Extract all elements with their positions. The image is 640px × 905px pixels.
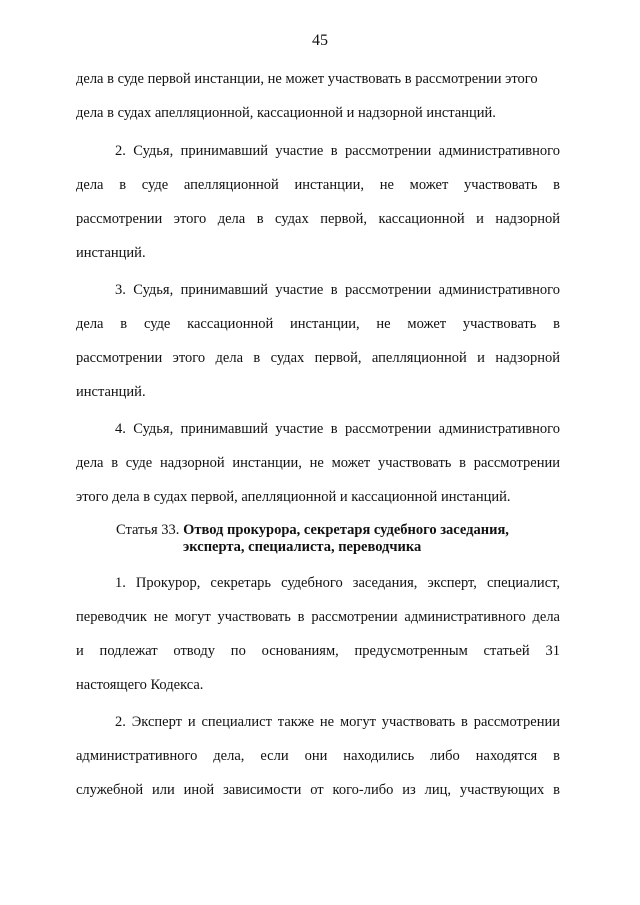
article-33-p2-line: 2. Эксперт и специалист также не могут участвовать в рассмотрении: [115, 714, 560, 730]
paragraph-2-line: рассмотрении этого дела в судах первой, кассационной и надзорной: [76, 211, 560, 227]
paragraph-2-line: дела в суде апелляционной инстанции, не может участвовать в: [76, 177, 560, 193]
article-33-p2-line: административного дела, если они находились либо находятся в: [76, 748, 560, 764]
text-line: дела в суде первой инстанции, не может участвовать в рассмотрении этого: [76, 71, 538, 87]
page-number: 45: [312, 32, 328, 49]
paragraph-3-line: 3. Судья, принимавший участие в рассмотрении административного: [115, 282, 560, 298]
article-33-p1-line: и подлежат отводу по основаниям, предусмотренным статьей 31: [76, 643, 560, 659]
article-title-line1: Отвод прокурора, секретаря судебного заседания,: [183, 522, 509, 538]
paragraph-2-line: инстанций.: [76, 245, 146, 261]
paragraph-4-line: этого дела в судах первой, апелляционной и кассационной инстанций.: [76, 489, 511, 505]
paragraph-3-line: инстанций.: [76, 384, 146, 400]
text-line: дела в судах апелляционной, кассационной и надзорной инстанций.: [76, 105, 496, 121]
paragraph-3-line: рассмотрении этого дела в судах первой, апелляционной и надзорной: [76, 350, 560, 366]
article-33-p1-line: переводчик не могут участвовать в рассмотрении административного дела: [76, 609, 560, 625]
paragraph-2-line: 2. Судья, принимавший участие в рассмотрении административного: [115, 143, 560, 159]
paragraph-3-line: дела в суде кассационной инстанции, не может участвовать в: [76, 316, 560, 332]
article-prefix: Статья 33.: [116, 522, 180, 538]
paragraph-4-line: дела в суде надзорной инстанции, не может участвовать в рассмотрении: [76, 455, 560, 471]
article-33-p1-line: настоящего Кодекса.: [76, 677, 204, 693]
article-heading-line2: [183, 539, 421, 556]
article-33-p1-line: 1. Прокурор, секретарь судебного заседания, эксперт, специалист,: [115, 575, 560, 591]
paragraph-4-line: 4. Судья, принимавший участие в рассмотрении административного: [115, 421, 560, 437]
article-33-p2-line: служебной или иной зависимости от кого-либо из лиц, участвующих в: [76, 782, 560, 798]
article-title-line2: эксперта, специалиста, переводчика: [183, 539, 422, 555]
article-heading: [116, 522, 509, 539]
